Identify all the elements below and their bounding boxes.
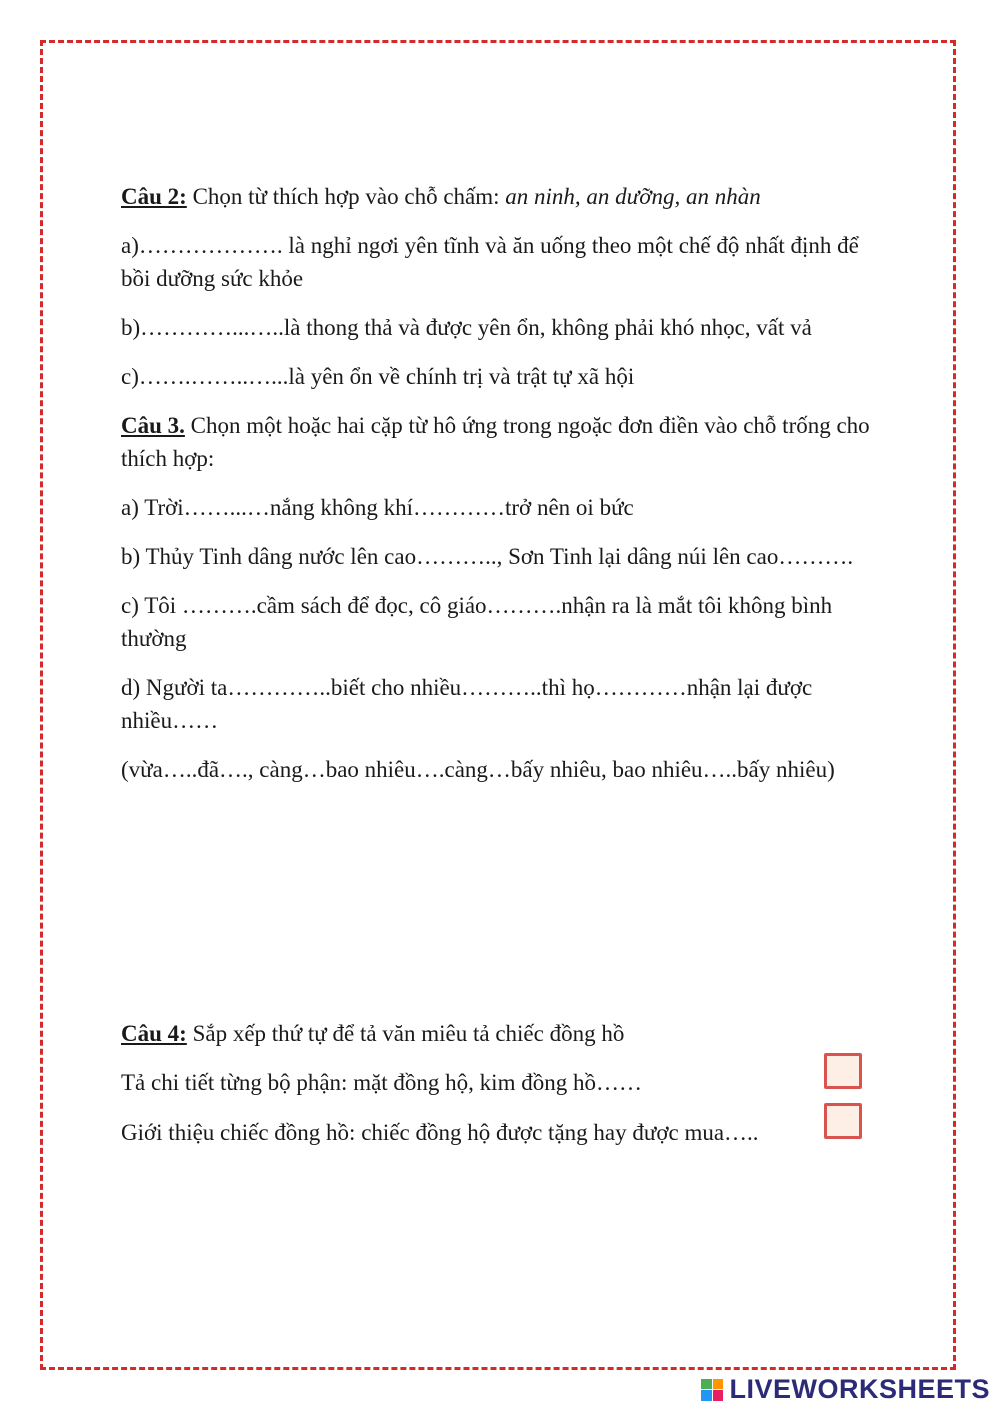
q2-prompt: Chọn từ thích hợp vào chỗ chấm: bbox=[186, 184, 506, 209]
q2-item-a: a)………………. là nghỉ ngơi yên tĩnh và ăn uống theo một chế độ nhất định để bồi dưỡng sức khỏe bbox=[121, 233, 859, 291]
q3-heading: Câu 3. bbox=[121, 413, 185, 438]
q4-prompt: Sắp xếp thứ tự để tả văn miêu tả chiếc đồng hồ bbox=[186, 1021, 625, 1046]
logo-tile-icon bbox=[713, 1379, 724, 1390]
q2-item-b: b)…………...…..là thong thả và được yên ổn, không phải khó nhọc, vất vả bbox=[121, 315, 812, 340]
q2-item-c: c)…….……..…...là yên ổn về chính trị và trật tự xã hội bbox=[121, 364, 635, 389]
q3-prompt: Chọn một hoặc hai cặp từ hô ứng trong ngoặc đơn điền vào chỗ trống cho thích hợp: bbox=[121, 413, 870, 471]
q2-title bbox=[121, 180, 891, 213]
worksheet-content bbox=[121, 180, 891, 1166]
order-answer-box-2[interactable] bbox=[824, 1103, 862, 1139]
q3-item-b: b) Thủy Tinh dâng nước lên cao……….., Sơn Tinh lại dâng núi lên cao………. bbox=[121, 544, 854, 569]
q4-row-1 bbox=[121, 1066, 891, 1099]
q4-item-2: Giới thiệu chiếc đồng hồ: chiếc đồng hộ được tặng hay được mua….. bbox=[121, 1120, 759, 1145]
q3-item-a: a) Trời……...…nắng không khí…………trở nên oi bức bbox=[121, 495, 634, 520]
q3-item-c: c) Tôi ……….cầm sách để đọc, cô giáo……….nhận ra là mắt tôi không bình thường bbox=[121, 593, 833, 651]
q3-item-d: d) Người ta…………..biết cho nhiều………..thì họ…………nhận lại được nhiều…… bbox=[121, 675, 813, 733]
q3-word-bank: (vừa…..đã…., càng…bao nhiêu….càng…bấy nhiêu, bao nhiêu…..bấy nhiêu) bbox=[121, 757, 835, 782]
blank-space bbox=[121, 802, 891, 1017]
q4-item-1: Tả chi tiết từng bộ phận: mặt đồng hộ, kim đồng hồ…… bbox=[121, 1070, 642, 1095]
q3-title bbox=[121, 409, 891, 475]
q4-row-2 bbox=[121, 1116, 891, 1149]
q2-heading: Câu 2: bbox=[121, 184, 187, 209]
logo-tile-icon bbox=[701, 1390, 712, 1401]
q2-options: an ninh, an dưỡng, an nhàn bbox=[505, 184, 761, 209]
order-answer-box-1[interactable] bbox=[824, 1053, 862, 1089]
logo-tile-icon bbox=[713, 1390, 724, 1401]
logo-text: LIVEWORKSHEETS bbox=[729, 1374, 990, 1404]
q4-heading: Câu 4: bbox=[121, 1021, 187, 1046]
liveworksheets-logo-icon bbox=[701, 1379, 723, 1401]
logo-tile-icon bbox=[701, 1379, 712, 1390]
q4-title bbox=[121, 1017, 891, 1050]
liveworksheets-logo bbox=[701, 1374, 990, 1405]
